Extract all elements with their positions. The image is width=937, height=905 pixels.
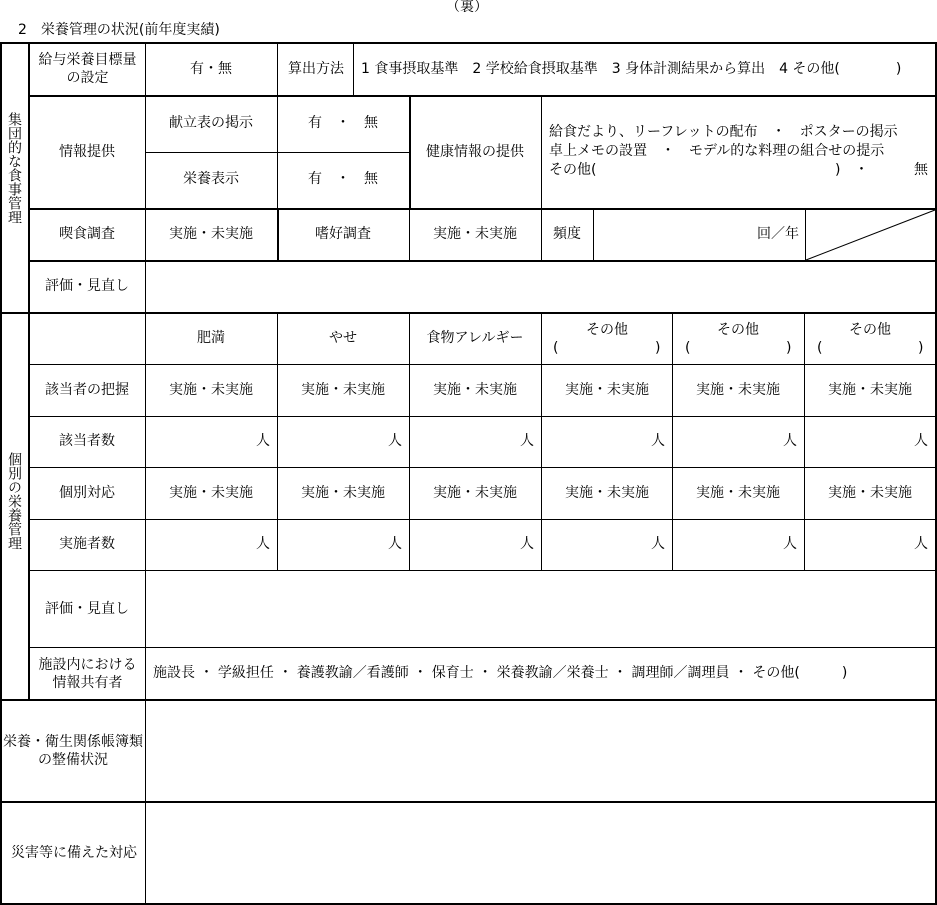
done-unit[interactable]: 人 <box>520 536 534 552</box>
target-label: 給与栄養目標量 の設定 <box>38 52 137 86</box>
paren-open: ( <box>817 340 823 356</box>
grasp-label: 該当者の把握 <box>45 382 129 398</box>
menu-label: 献立表の掲示 <box>169 115 253 131</box>
individual-side-label: 個別の栄養管理 <box>6 452 22 550</box>
health-option-1[interactable]: 給食だより、リーフレットの配布 ・ ポスターの掲示 <box>549 124 898 140</box>
grasp-value[interactable]: 実施・未実施 <box>169 382 253 398</box>
health-option-other-close: ) ・ <box>835 162 869 178</box>
done-unit[interactable]: 人 <box>914 536 928 552</box>
done-unit[interactable]: 人 <box>256 536 270 552</box>
nutrition-value[interactable]: 有 ・ 無 <box>308 171 378 187</box>
paren-close: ) <box>918 340 924 356</box>
freq-unit[interactable]: 回／年 <box>757 226 799 242</box>
info-label: 情報提供 <box>59 144 115 160</box>
col-header-other-1: その他 <box>586 322 628 338</box>
col-header-other-2: その他 <box>717 322 759 338</box>
records-field[interactable] <box>147 702 934 800</box>
response-value[interactable]: 実施・未実施 <box>696 485 780 501</box>
response-value[interactable]: 実施・未実施 <box>433 485 517 501</box>
count-unit[interactable]: 人 <box>783 433 797 449</box>
paren-open: ( <box>553 340 559 356</box>
count-unit[interactable]: 人 <box>520 433 534 449</box>
col-header-obesity: 肥満 <box>197 330 225 346</box>
response-value[interactable]: 実施・未実施 <box>828 485 912 501</box>
done-label: 実施者数 <box>59 536 115 552</box>
grasp-value[interactable]: 実施・未実施 <box>433 382 517 398</box>
response-label: 個別対応 <box>59 485 115 501</box>
menu-value[interactable]: 有 ・ 無 <box>308 115 378 131</box>
share-label: 施設内における 情報共有者 <box>38 657 137 691</box>
grasp-value[interactable]: 実施・未実施 <box>828 382 912 398</box>
health-option-none[interactable]: 無 <box>914 162 928 178</box>
target-value[interactable]: 有・無 <box>190 61 232 77</box>
share-options[interactable]: 施設長 ・ 学級担任 ・ 養護教諭／看護師 ・ 保育士 ・ 栄養教諭／栄養士 ・ 調理師／調理員 ・ その他( ) <box>153 665 848 681</box>
grasp-value[interactable]: 実施・未実施 <box>696 382 780 398</box>
calc-label: 算出方法 <box>288 61 344 77</box>
count-unit[interactable]: 人 <box>256 433 270 449</box>
group-eval-label: 評価・見直し <box>45 278 129 294</box>
health-option-other[interactable]: その他( <box>549 162 597 178</box>
disaster-label: 災害等に備えた対応 <box>11 845 137 861</box>
col-header-other-3: その他 <box>849 322 891 338</box>
survey-value[interactable]: 実施・未実施 <box>169 226 253 242</box>
count-unit[interactable]: 人 <box>651 433 665 449</box>
grasp-value[interactable]: 実施・未実施 <box>565 382 649 398</box>
pref-value[interactable]: 実施・未実施 <box>433 226 517 242</box>
freq-label: 頻度 <box>553 226 581 242</box>
count-unit[interactable]: 人 <box>914 433 928 449</box>
nutrition-label: 栄養表示 <box>183 171 239 187</box>
col-header-thin: やせ <box>329 330 357 346</box>
pref-label: 嗜好調査 <box>315 226 371 242</box>
done-unit[interactable]: 人 <box>783 536 797 552</box>
diagonal-slash <box>805 209 936 261</box>
paren-close: ) <box>786 340 792 356</box>
individual-eval-field[interactable] <box>147 572 934 646</box>
grasp-value[interactable]: 実施・未実施 <box>301 382 385 398</box>
survey-label: 喫食調査 <box>59 226 115 242</box>
response-value[interactable]: 実施・未実施 <box>169 485 253 501</box>
records-label: 栄養・衛生関係帳簿類 の整備状況 <box>3 734 143 768</box>
disaster-field[interactable] <box>147 804 934 902</box>
individual-eval-label: 評価・見直し <box>45 601 129 617</box>
group-eval-field[interactable] <box>147 262 934 311</box>
page-side-mark: （裏） <box>446 0 488 15</box>
response-value[interactable]: 実施・未実施 <box>301 485 385 501</box>
group-side-label: 集団的な食事管理 <box>6 112 22 224</box>
count-unit[interactable]: 人 <box>388 433 402 449</box>
count-label: 該当者数 <box>59 433 115 449</box>
paren-open: ( <box>685 340 691 356</box>
response-value[interactable]: 実施・未実施 <box>565 485 649 501</box>
calc-options[interactable]: 1 食事摂取基準 2 学校給食摂取基準 3 身体計測結果から算出 4 その他( ) <box>361 61 902 77</box>
col-header-allergy: 食物アレルギー <box>426 330 524 346</box>
section-title: 2 栄養管理の状況(前年度実績) <box>18 22 220 38</box>
done-unit[interactable]: 人 <box>651 536 665 552</box>
paren-close: ) <box>655 340 661 356</box>
health-label: 健康情報の提供 <box>426 144 524 160</box>
health-option-2[interactable]: 卓上メモの設置 ・ モデル的な料理の組合せの提示 <box>549 143 885 159</box>
done-unit[interactable]: 人 <box>388 536 402 552</box>
